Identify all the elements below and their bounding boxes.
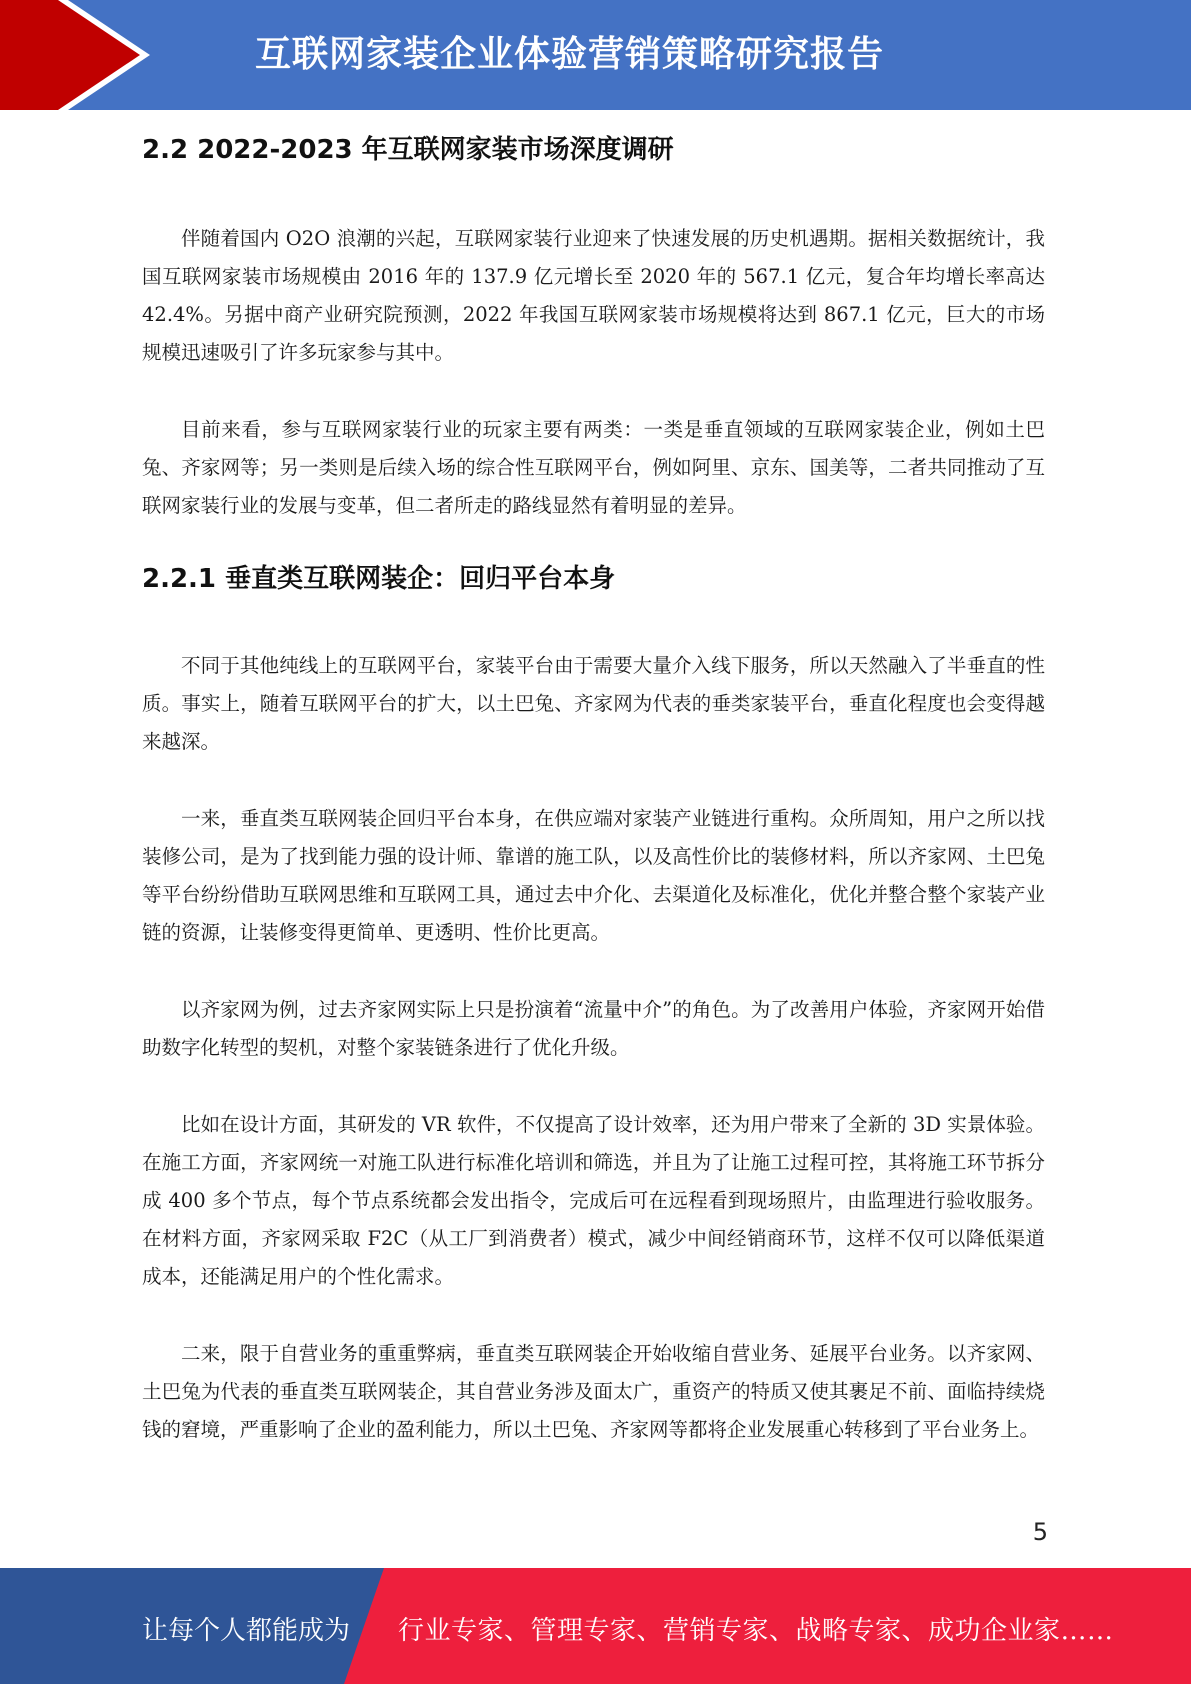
page-header [0, 0, 1191, 110]
header-arrow-decoration [0, 0, 160, 110]
report-title: 互联网家装企业体验营销策略研究报告 [255, 34, 885, 75]
paragraph: 以齐家网为例，过去齐家网实际上只是扮演着“流量中介”的角色。为了改善用户体验，齐家网开始借助数字化转型的契机，对整个家装链条进行了优化升级。 [142, 998, 1045, 1059]
subsection-heading: 2.2.1 垂直类互联网装企：回归平台本身 [142, 564, 616, 594]
page-footer [0, 1568, 1191, 1684]
paragraph: 二来，限于自营业务的重重弊病，垂直类互联网装企开始收缩自营业务、延展平台业务。以齐家网、土巴兔为代表的垂直类互联网装企，其自营业务涉及面太广，重资产的特质又使其裹足不前、面临持续烧钱的窘境，严重影响了企业的盈利能力，所以土巴兔、齐家网等都将企业发展重心转移到了平台业务上。 [142, 1342, 1045, 1441]
footer-slogan-left: 让每个人都能成为 [142, 1616, 351, 1646]
page-number: 5 [1032, 1518, 1048, 1546]
paragraph: 伴随着国内 O2O 浪潮的兴起，互联网家装行业迎来了快速发展的历史机遇期。据相关数据统计，我国互联网家装市场规模由 2016 年的 137.9 亿元增长至 2020 年的 567.1 亿元，复合年均增长率高达 42.4%。另据中商产业研究院预测，2022 年我国互联网家装市场规模将达到 867.1 亿元，巨大的市场规模迅速吸引了许多玩家参与其中。 [142, 227, 1045, 364]
footer-slogan-right: 行业专家、管理专家、营销专家、战略专家、成功企业家…… [398, 1616, 1114, 1646]
paragraph: 目前来看，参与互联网家装行业的玩家主要有两类：一类是垂直领域的互联网家装企业，例如土巴兔、齐家网等；另一类则是后续入场的综合性互联网平台，例如阿里、京东、国美等，二者共同推动了互联网家装行业的发展与变革，但二者所走的路线显然有着明显的差异。 [142, 418, 1045, 517]
paragraph: 比如在设计方面，其研发的 VR 软件，不仅提高了设计效率，还为用户带来了全新的 3D 实景体验。在施工方面，齐家网统一对施工队进行标准化培训和筛选，并且为了让施工过程可控，其将施工环节拆分成 400 多个节点，每个节点系统都会发出指令，完成后可在远程看到现场照片，由监理进行验收服务。在材料方面，齐家网采取 F2C（从工厂到消费者）模式，减少中间经销商环节，这样不仅可以降低渠道成本，还能满足用户的个性化需求。 [142, 1113, 1045, 1288]
paragraph: 不同于其他纯线上的互联网平台，家装平台由于需要大量介入线下服务，所以天然融入了半垂直的性质。事实上，随着互联网平台的扩大，以土巴兔、齐家网为代表的垂类家装平台，垂直化程度也会变得越来越深。 [142, 654, 1045, 753]
paragraph: 一来，垂直类互联网装企回归平台本身，在供应端对家装产业链进行重构。众所周知，用户之所以找装修公司，是为了找到能力强的设计师、靠谱的施工队，以及高性价比的装修材料，所以齐家网、土巴兔等平台纷纷借助互联网思维和互联网工具，通过去中介化、去渠道化及标准化，优化并整合整个家装产业链的资源，让装修变得更简单、更透明、性价比更高。 [142, 807, 1045, 944]
section-heading: 2.2 2022-2023 年互联网家装市场深度调研 [142, 135, 674, 165]
document-body [142, 128, 1045, 1488]
